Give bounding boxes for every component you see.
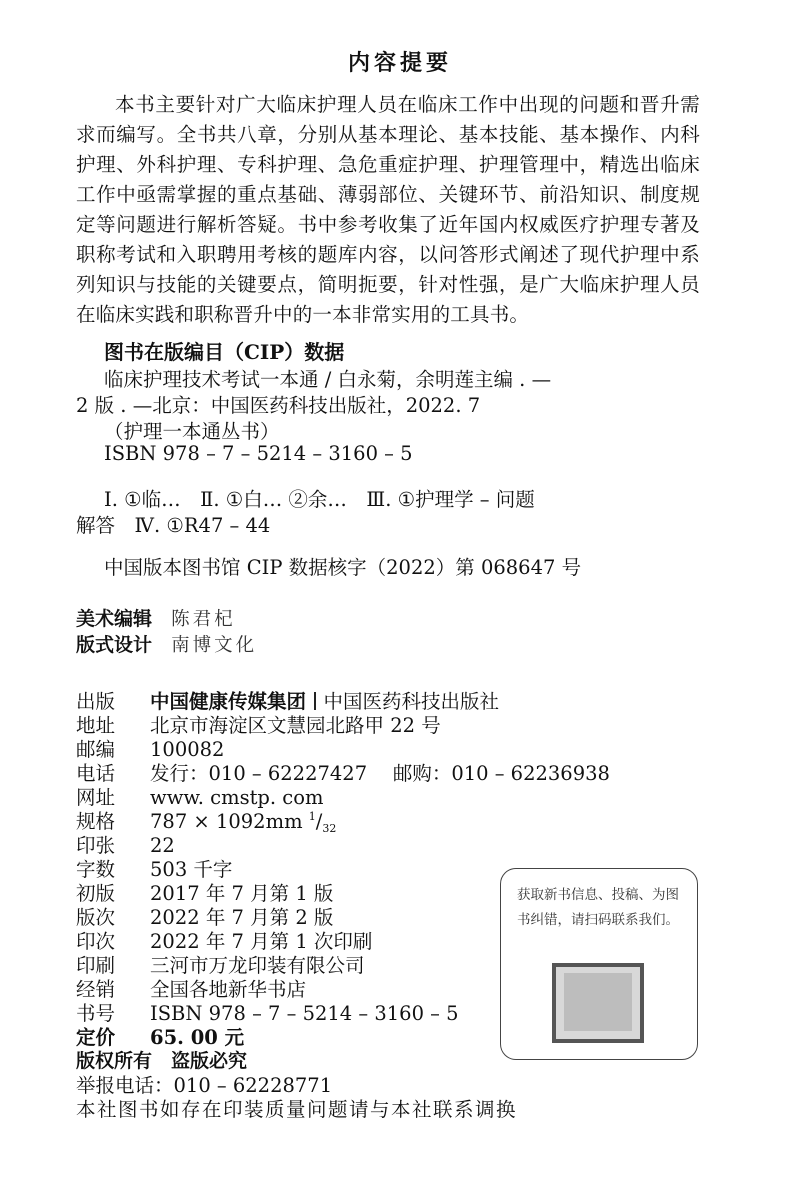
cip-classification-2: 解答 Ⅳ. ①R47 – 44	[76, 514, 271, 537]
publisher-row: 出版 中国健康传媒集团 中国医药科技出版社	[76, 690, 500, 713]
format-numerator: 1	[308, 810, 316, 823]
quality-notice: 本社图书如存在印装质量问题请与本社联系调换	[76, 1098, 518, 1121]
summary-paragraph: 本书主要针对广大临床护理人员在临床工作中出现的问题和晋升需求而编写。全书共八章，分别从基本理论、基本技能、基本操作、内科护理、外科护理、专科护理、急危重症护理、护理管理中，精选出临床工作中亟需掌握的重点基础、薄弱部位、关键环节、前沿知识、制度规定等问题进行解析答疑。书中参考收集了近年国内权威医疗护理专著及职称考试和入职聘用考核的题库内容，以问答形式阐述了现代护理中系列知识与技能的关键要点，简明扼要，针对性强，是广大临床护理人员在临床实践和职称晋升中的一本非常实用的工具书。	[76, 93, 700, 326]
edition-row: 版次 2022 年 7 月第 2 版	[76, 906, 334, 929]
page-title: 内容提要	[347, 51, 452, 76]
price-row: 定价 65. 00 元	[76, 1026, 245, 1049]
layout-design-label: 版式设计	[76, 634, 153, 656]
report-phone-row: 举报电话：010 – 62228771	[76, 1074, 333, 1097]
postcode-row: 邮编 100082	[76, 738, 225, 761]
distributor-row: 经销 全国各地新华书店	[76, 978, 307, 1001]
cip-classification-1: Ⅰ. ①临… Ⅱ. ①白… ②余… Ⅲ. ①护理学 – 问题	[104, 488, 535, 511]
art-editor-label: 美术编辑	[76, 608, 153, 630]
website-link: www. cmstp. com	[150, 786, 324, 809]
divider	[314, 692, 316, 710]
phone-row: 电话 发行：010 – 62227427 邮购：010 – 62236938	[76, 762, 610, 785]
publisher-group: 中国健康传媒集团	[150, 690, 307, 713]
layout-design-row	[76, 630, 257, 657]
address-row: 地址 北京市海淀区文慧园北路甲 22 号	[76, 714, 441, 737]
cip-line-2: 2 版 . —北京：中国医药科技出版社，2022. 7	[76, 394, 481, 417]
format-row: 规格 787 × 1092mm $^1/_{32}$	[76, 810, 337, 835]
website-row: 网址 www. cmstp. com	[76, 786, 324, 809]
publisher-name: 中国医药科技出版社	[323, 690, 500, 713]
layout-design-name: 南博文化	[171, 635, 258, 656]
cip-record-number: 中国版本图书馆 CIP 数据核字（2022）第 068647 号	[104, 556, 582, 579]
qr-code-icon[interactable]	[552, 963, 644, 1043]
copyright-notice: 版权所有 盗版必究	[76, 1050, 248, 1072]
price-value: 65. 00 元	[150, 1026, 245, 1049]
qr-instruction-text: 获取新书信息、投稿、为图书纠错，请扫码联系我们。	[517, 887, 679, 928]
art-editor-row	[76, 604, 236, 631]
format-denominator: 32	[322, 822, 337, 835]
cip-isbn: ISBN 978 – 7 – 5214 – 3160 – 5	[104, 442, 413, 465]
book-number-row: 书号 ISBN 978 – 7 – 5214 – 3160 – 5	[76, 1002, 459, 1025]
copyright-row	[76, 1046, 247, 1073]
cip-line-1: 临床护理技术考试一本通 / 白永菊，余明莲主编 . —	[104, 368, 552, 391]
cip-line-3: （护理一本通丛书）	[104, 420, 280, 443]
printer-row: 印刷 三河市万龙印装有限公司	[76, 954, 365, 977]
sheets-row: 印张 22	[76, 834, 175, 857]
cip-heading: 图书在版编目（CIP）数据	[104, 340, 345, 364]
printing-row: 印次 2022 年 7 月第 1 次印刷	[76, 930, 373, 953]
art-editor-name: 陈君杞	[171, 609, 236, 630]
first-edition-row: 初版 2017 年 7 月第 1 版	[76, 882, 334, 905]
qr-info-box	[500, 868, 698, 1060]
word-count-row: 字数 503 千字	[76, 858, 233, 881]
